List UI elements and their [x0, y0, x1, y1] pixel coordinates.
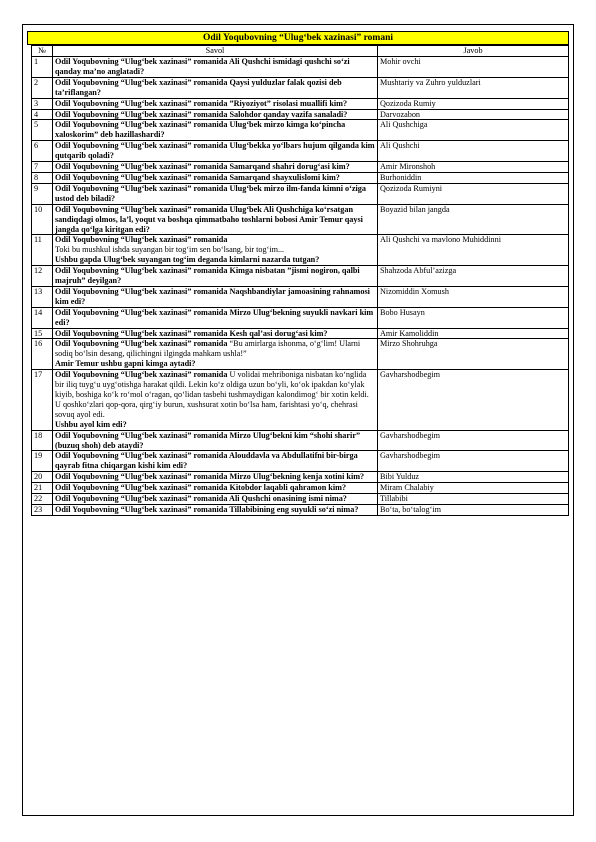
question-cell [53, 183, 378, 204]
question-cell [53, 451, 378, 472]
table-row [32, 235, 569, 266]
question-text: Odil Yoqubovning “Ulug‘bek xazinasi” romanida Mirzo Ulug‘bekni kim “shohi sharir” (buzuq shoh) deb ataydi? [55, 430, 361, 450]
document-title: Odil Yoqubovning “Ulug‘bek xazinasi” romani [27, 31, 569, 45]
question-text: Odil Yoqubovning “Ulug‘bek xazinasi” romanida Ulug‘bek mirzo ilm-fanda kimni o‘ziga ustod deb biladi? [55, 183, 366, 203]
table-body [32, 57, 569, 516]
question-cell [53, 483, 378, 494]
question-text: Odil Yoqubovning “Ulug‘bek xazinasi” romanida Salohdor qanday vazifa sanaladi? [55, 109, 348, 119]
table-row [32, 307, 569, 328]
question-text: Odil Yoqubovning “Ulug‘bek xazinasi” romanida Kimga nisbatan ”jismi nogiron, qalbi majruh” deyilgan? [55, 266, 360, 286]
table-row [32, 57, 569, 78]
question-text: Odil Yoqubovning “Ulug‘bek xazinasi” romanida Ali Qushchi onasining ismi nima? [55, 494, 347, 504]
table-row [32, 472, 569, 483]
table-row [32, 162, 569, 173]
row-number: 23 [32, 504, 53, 515]
table-row [32, 204, 569, 235]
table-row [32, 286, 569, 307]
question-text: Ushbu ayol kim edi? [55, 419, 127, 429]
table-row [32, 339, 569, 370]
question-text: Odil Yoqubovning “Ulug‘bek xazinasi” romanida Kesh qal’asi dorug‘asi kim? [55, 328, 328, 338]
answer-cell: Gavharshodbegim [378, 430, 569, 451]
question-cell [53, 266, 378, 287]
row-number: 21 [32, 483, 53, 494]
header-answer: Javob [378, 46, 569, 57]
answer-cell: Qozizoda Rumiy [378, 98, 569, 109]
table-row [32, 328, 569, 339]
question-text: Odil Yoqubovning “Ulug‘bek xazinasi” romanida Ulug‘bek Ali Qushchiga ko‘rsatgan sandiqdagi olmos, la’l, yoqut va boshqa qimmatbaho toshlarni bobosi Amir Temur qaysi jangda qo‘lga kiritgan edi? [55, 204, 363, 234]
row-number: 17 [32, 370, 53, 430]
row-number: 12 [32, 266, 53, 287]
question-cell [53, 172, 378, 183]
question-cell [53, 430, 378, 451]
question-cell [53, 339, 378, 370]
row-number: 20 [32, 472, 53, 483]
row-number: 7 [32, 162, 53, 173]
question-text: Amir Temur ushbu gapni kimga aytadi? [55, 359, 196, 369]
answer-cell: Gavharshodbegim [378, 451, 569, 472]
answer-cell: Ali Qushchiga [378, 120, 569, 141]
question-text: Odil Yoqubovning “Ulug‘bek xazinasi” romanida Samarqand shahri dorug‘asi kim? [55, 162, 350, 172]
answer-cell: Darvozabon [378, 109, 569, 120]
row-number: 14 [32, 307, 53, 328]
answer-cell: Mushtariy va Zuhro yulduzlari [378, 77, 569, 98]
question-text: Odil Yoqubovning “Ulug‘bek xazinasi” romanida Samarqand shayxulislomi kim? [55, 172, 340, 182]
row-number: 16 [32, 339, 53, 370]
answer-cell: Miram Chalabiy [378, 483, 569, 494]
question-text: Odil Yoqubovning “Ulug‘bek xazinasi” romanida Alouddavla va Abdullatifni bir-birga qayrab fitna chiqargan kishi kim edi? [55, 451, 358, 471]
question-cell [53, 370, 378, 430]
question-text: Odil Yoqubovning “Ulug‘bek xazinasi” romanida Ulug‘bekka yo‘lbars hujum qilganda kim qutqarib qoladi? [55, 141, 375, 161]
answer-cell: Bo‘ta, bo‘talog‘im [378, 504, 569, 515]
table-row [32, 451, 569, 472]
row-number: 8 [32, 172, 53, 183]
question-text: Odil Yoqubovning “Ulug‘bek xazinasi” romanida ”Riyoziyot” risolasi muallifi kim? [55, 98, 348, 108]
answer-cell: Gavharshodbegim [378, 370, 569, 430]
row-number: 2 [32, 77, 53, 98]
row-number: 6 [32, 141, 53, 162]
row-number: 3 [32, 98, 53, 109]
question-cell [53, 307, 378, 328]
question-text: Odil Yoqubovning “Ulug‘bek xazinasi” romanida Ulug‘bek mirzo kimga ko‘pincha xaloskorim” deb hazillashardi? [55, 120, 346, 140]
answer-cell: Tillabibi [378, 494, 569, 505]
answer-cell: Nizomiddin Xomush [378, 286, 569, 307]
row-number: 5 [32, 120, 53, 141]
table-header-row [32, 46, 569, 57]
row-number: 13 [32, 286, 53, 307]
table-row [32, 183, 569, 204]
answer-cell: Ali Qushchi va mavlono Muhiddinni [378, 235, 569, 266]
question-quote: Toki bu mushkul ishda suyangan bir tog‘im sen bo‘lsang, bir tog‘im... [55, 245, 285, 255]
question-cell [53, 286, 378, 307]
question-text: Odil Yoqubovning “Ulug‘bek xazinasi” romanida Mirzo Ulug‘bekning suyukli navkari kim edi? [55, 307, 374, 327]
row-number: 11 [32, 235, 53, 266]
question-text: Odil Yoqubovning “Ulug‘bek xazinasi” romanida [55, 339, 230, 349]
question-text: Odil Yoqubovning “Ulug‘bek xazinasi” romanida [55, 370, 230, 380]
row-number: 9 [32, 183, 53, 204]
question-cell [53, 109, 378, 120]
question-text: Odil Yoqubovning “Ulug‘bek xazinasi” romanida Naqshbandiylar jamoasining rahnamosi kim edi? [55, 286, 370, 306]
question-text: Odil Yoqubovning “Ulug‘bek xazinasi” romanida Ali Qushchi ismidagi qushchi so‘zi qanday ma’no anglatadi? [55, 57, 350, 76]
answer-cell: Bobo Husayn [378, 307, 569, 328]
question-cell [53, 235, 378, 266]
table-row [32, 370, 569, 430]
question-text: Ushbu gapda Ulug‘bek suyangan tog‘im deganda kimlarni nazarda tutgan? [55, 255, 320, 265]
table-row [32, 172, 569, 183]
table-row [32, 77, 569, 98]
question-text: Odil Yoqubovning “Ulug‘bek xazinasi” romanida Qaysi yulduzlar falak qozisi deb ta’riflangan? [55, 77, 342, 97]
row-number: 10 [32, 204, 53, 235]
question-text: Odil Yoqubovning “Ulug‘bek xazinasi” romanida Tillabibining eng suyukli so‘zi nima? [55, 504, 359, 514]
question-cell [53, 472, 378, 483]
answer-cell: Mohir ovchi [378, 57, 569, 78]
question-cell [53, 57, 378, 78]
answer-cell: Qozizoda Rumiyni [378, 183, 569, 204]
table-row [32, 266, 569, 287]
question-cell [53, 120, 378, 141]
question-quote: “Bu amirlarga ishonma, o‘g‘lim! Ularni sodiq bo‘lsin desang, qilichingni ilgingda mahkam ushla!” [55, 339, 361, 359]
question-cell [53, 98, 378, 109]
question-cell [53, 328, 378, 339]
header-question: Savol [53, 46, 378, 57]
question-text: Odil Yoqubovning “Ulug‘bek xazinasi” romanida Mirzo Ulug‘bekning kenja xotini kim? [55, 472, 365, 482]
row-number: 19 [32, 451, 53, 472]
answer-cell: Ali Qushchi [378, 141, 569, 162]
question-cell [53, 141, 378, 162]
table-row [32, 430, 569, 451]
quiz-table [31, 45, 569, 516]
row-number: 1 [32, 57, 53, 78]
question-text: Odil Yoqubovning “Ulug‘bek xazinasi” romanida Kitobdor laqabli qahramon kim? [55, 483, 347, 493]
answer-cell: Mirzo Shohruhga [378, 339, 569, 370]
table-row [32, 109, 569, 120]
question-cell [53, 162, 378, 173]
header-number: № [32, 46, 53, 57]
row-number: 18 [32, 430, 53, 451]
answer-cell: Bibi Yulduz [378, 472, 569, 483]
answer-cell: Shahzoda Abful’azizga [378, 266, 569, 287]
row-number: 15 [32, 328, 53, 339]
table-row [32, 98, 569, 109]
table-row [32, 120, 569, 141]
table-row [32, 494, 569, 505]
answer-cell: Amir Kamoliddin [378, 328, 569, 339]
row-number: 22 [32, 494, 53, 505]
question-quote: U volidai mehriboniga nisbatan ko‘nglida bir iliq tuyg‘u uyg‘otishga harakat qildi. Lekin ko‘z oldiga uzun bo‘yli, ko‘ok ipakdan ko‘ylak kiyib, boshiga ko‘k ro‘mol o‘ragan, qo‘lidan tasbehi tushmaydigan kalondimog‘ bir xotin keldi. U qoshko‘zlari qop-qora, qirg‘iy burun, xushsurat xotin bo‘lsa ham, farishtasi yo‘q, chehrasi sovuq ayol edi. [55, 370, 369, 419]
question-cell [53, 204, 378, 235]
question-cell [53, 77, 378, 98]
table-row [32, 483, 569, 494]
row-number: 4 [32, 109, 53, 120]
answer-cell: Burhoniddin [378, 172, 569, 183]
question-cell [53, 494, 378, 505]
table-row [32, 504, 569, 515]
question-text: Odil Yoqubovning “Ulug‘bek xazinasi” romanida [55, 235, 228, 245]
answer-cell: Boyazid bilan jangda [378, 204, 569, 235]
question-cell [53, 504, 378, 515]
table-row [32, 141, 569, 162]
answer-cell: Amir Mironshoh [378, 162, 569, 173]
